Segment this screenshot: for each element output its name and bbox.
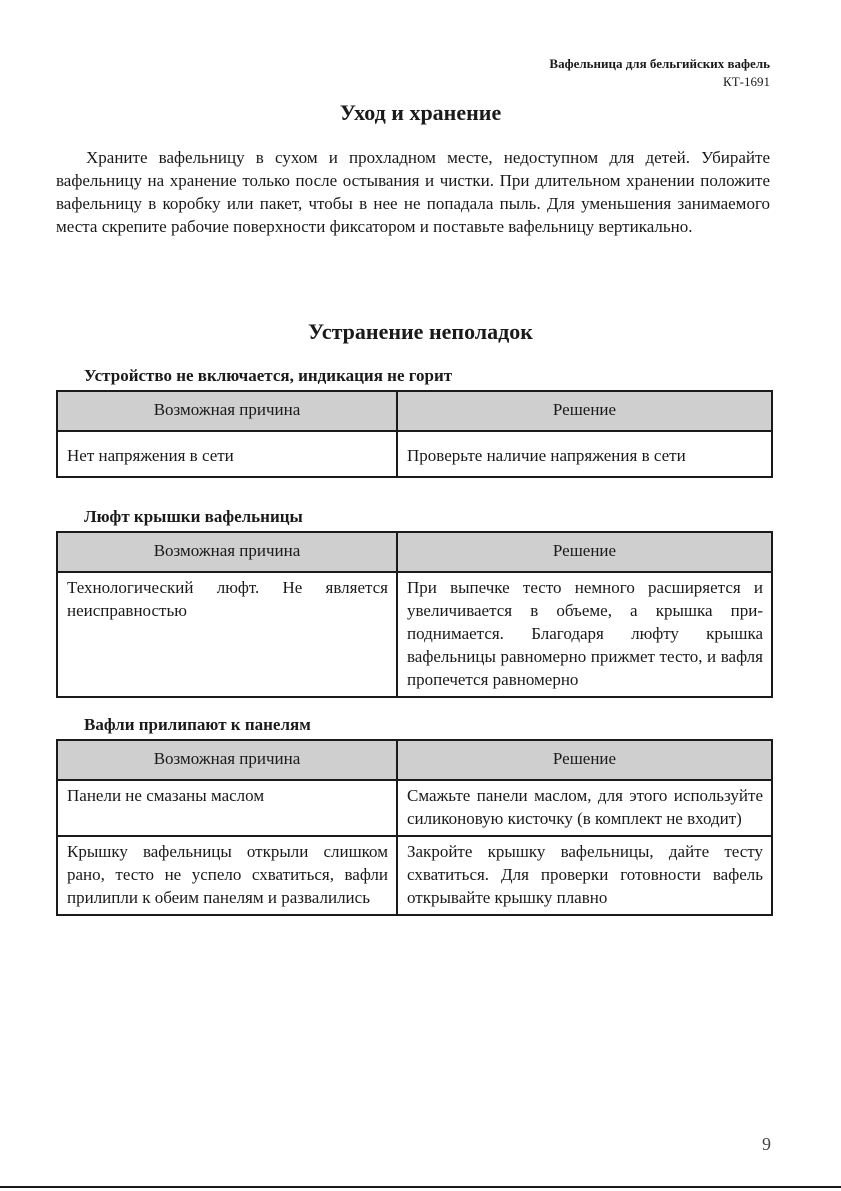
solution-cell: При выпечке тесто немного расширяется и увеличивается в объеме, а крышка приподнимается. Благодаря люфту крышка вафельницы равномерно прижмет тесто, и вафля пропечется равномерно xyxy=(397,572,772,697)
care-title: Уход и хранение xyxy=(339,100,502,125)
page-header xyxy=(549,55,770,91)
column-header-cause: Возможная причина xyxy=(57,532,397,572)
troubleshooting-title: Устранение неполадок xyxy=(308,319,533,344)
solution-cell: Смажьте панели маслом, для этого используйте силиконовую кисточку (в комплект не входит) xyxy=(397,780,772,836)
cause-cell: Панели не смазаны маслом xyxy=(57,780,397,836)
page-number: 9 xyxy=(762,1134,771,1154)
cause-cell: Нет напряжения в сети xyxy=(57,431,397,477)
section-title-lid-play: Люфт крышки вафельницы xyxy=(84,507,303,526)
troubleshooting-table-sticking xyxy=(56,739,773,916)
bottom-rule xyxy=(0,1186,841,1188)
column-header-cause: Возможная причина xyxy=(57,391,397,431)
column-header-solution: Решение xyxy=(397,532,772,572)
table-header-row xyxy=(57,532,772,572)
column-header-solution: Решение xyxy=(397,740,772,780)
section-title-sticking: Вафли прилипают к панелям xyxy=(84,715,311,734)
table-header-row xyxy=(57,740,772,780)
cause-cell: Технологический люфт. Не является неисправностью xyxy=(57,572,397,697)
cause-cell: Крышку вафельницы открыли слишком рано, тесто не успело схватиться, вафли прилипли к обеим панелям и развалились xyxy=(57,836,397,915)
table-row xyxy=(57,836,772,915)
section-title-no-power: Устройство не включается, индикация не горит xyxy=(84,366,453,385)
solution-cell: Закройте крышку вафельницы, дайте тесту схватиться. Для проверки готовности вафель открывайте крышку плавно xyxy=(397,836,772,915)
product-model: КТ-1691 xyxy=(723,74,770,89)
care-paragraph: Храните вафельницу в сухом и прохладном месте, недоступном для детей. Убирайте вафельницу на хранение только после остывания и чистки. При длительном хранении положите вафельницу в коробку или пакет, чтобы в нее не попадала пыль. Для уменьшения занимаемого места скрепите рабочие поверхности фиксатором и поставьте вафельницу вертикально. xyxy=(56,148,770,236)
product-name: Вафельница для бельгийских вафель xyxy=(549,56,770,71)
column-header-cause: Возможная причина xyxy=(57,740,397,780)
table-row xyxy=(57,572,772,697)
troubleshooting-table-lid-play xyxy=(56,531,773,698)
column-header-solution: Решение xyxy=(397,391,772,431)
solution-cell: Проверьте наличие напряжения в сети xyxy=(397,431,772,477)
table-row xyxy=(57,780,772,836)
table-header-row xyxy=(57,391,772,431)
table-row xyxy=(57,431,772,477)
troubleshooting-table-no-power xyxy=(56,390,773,478)
